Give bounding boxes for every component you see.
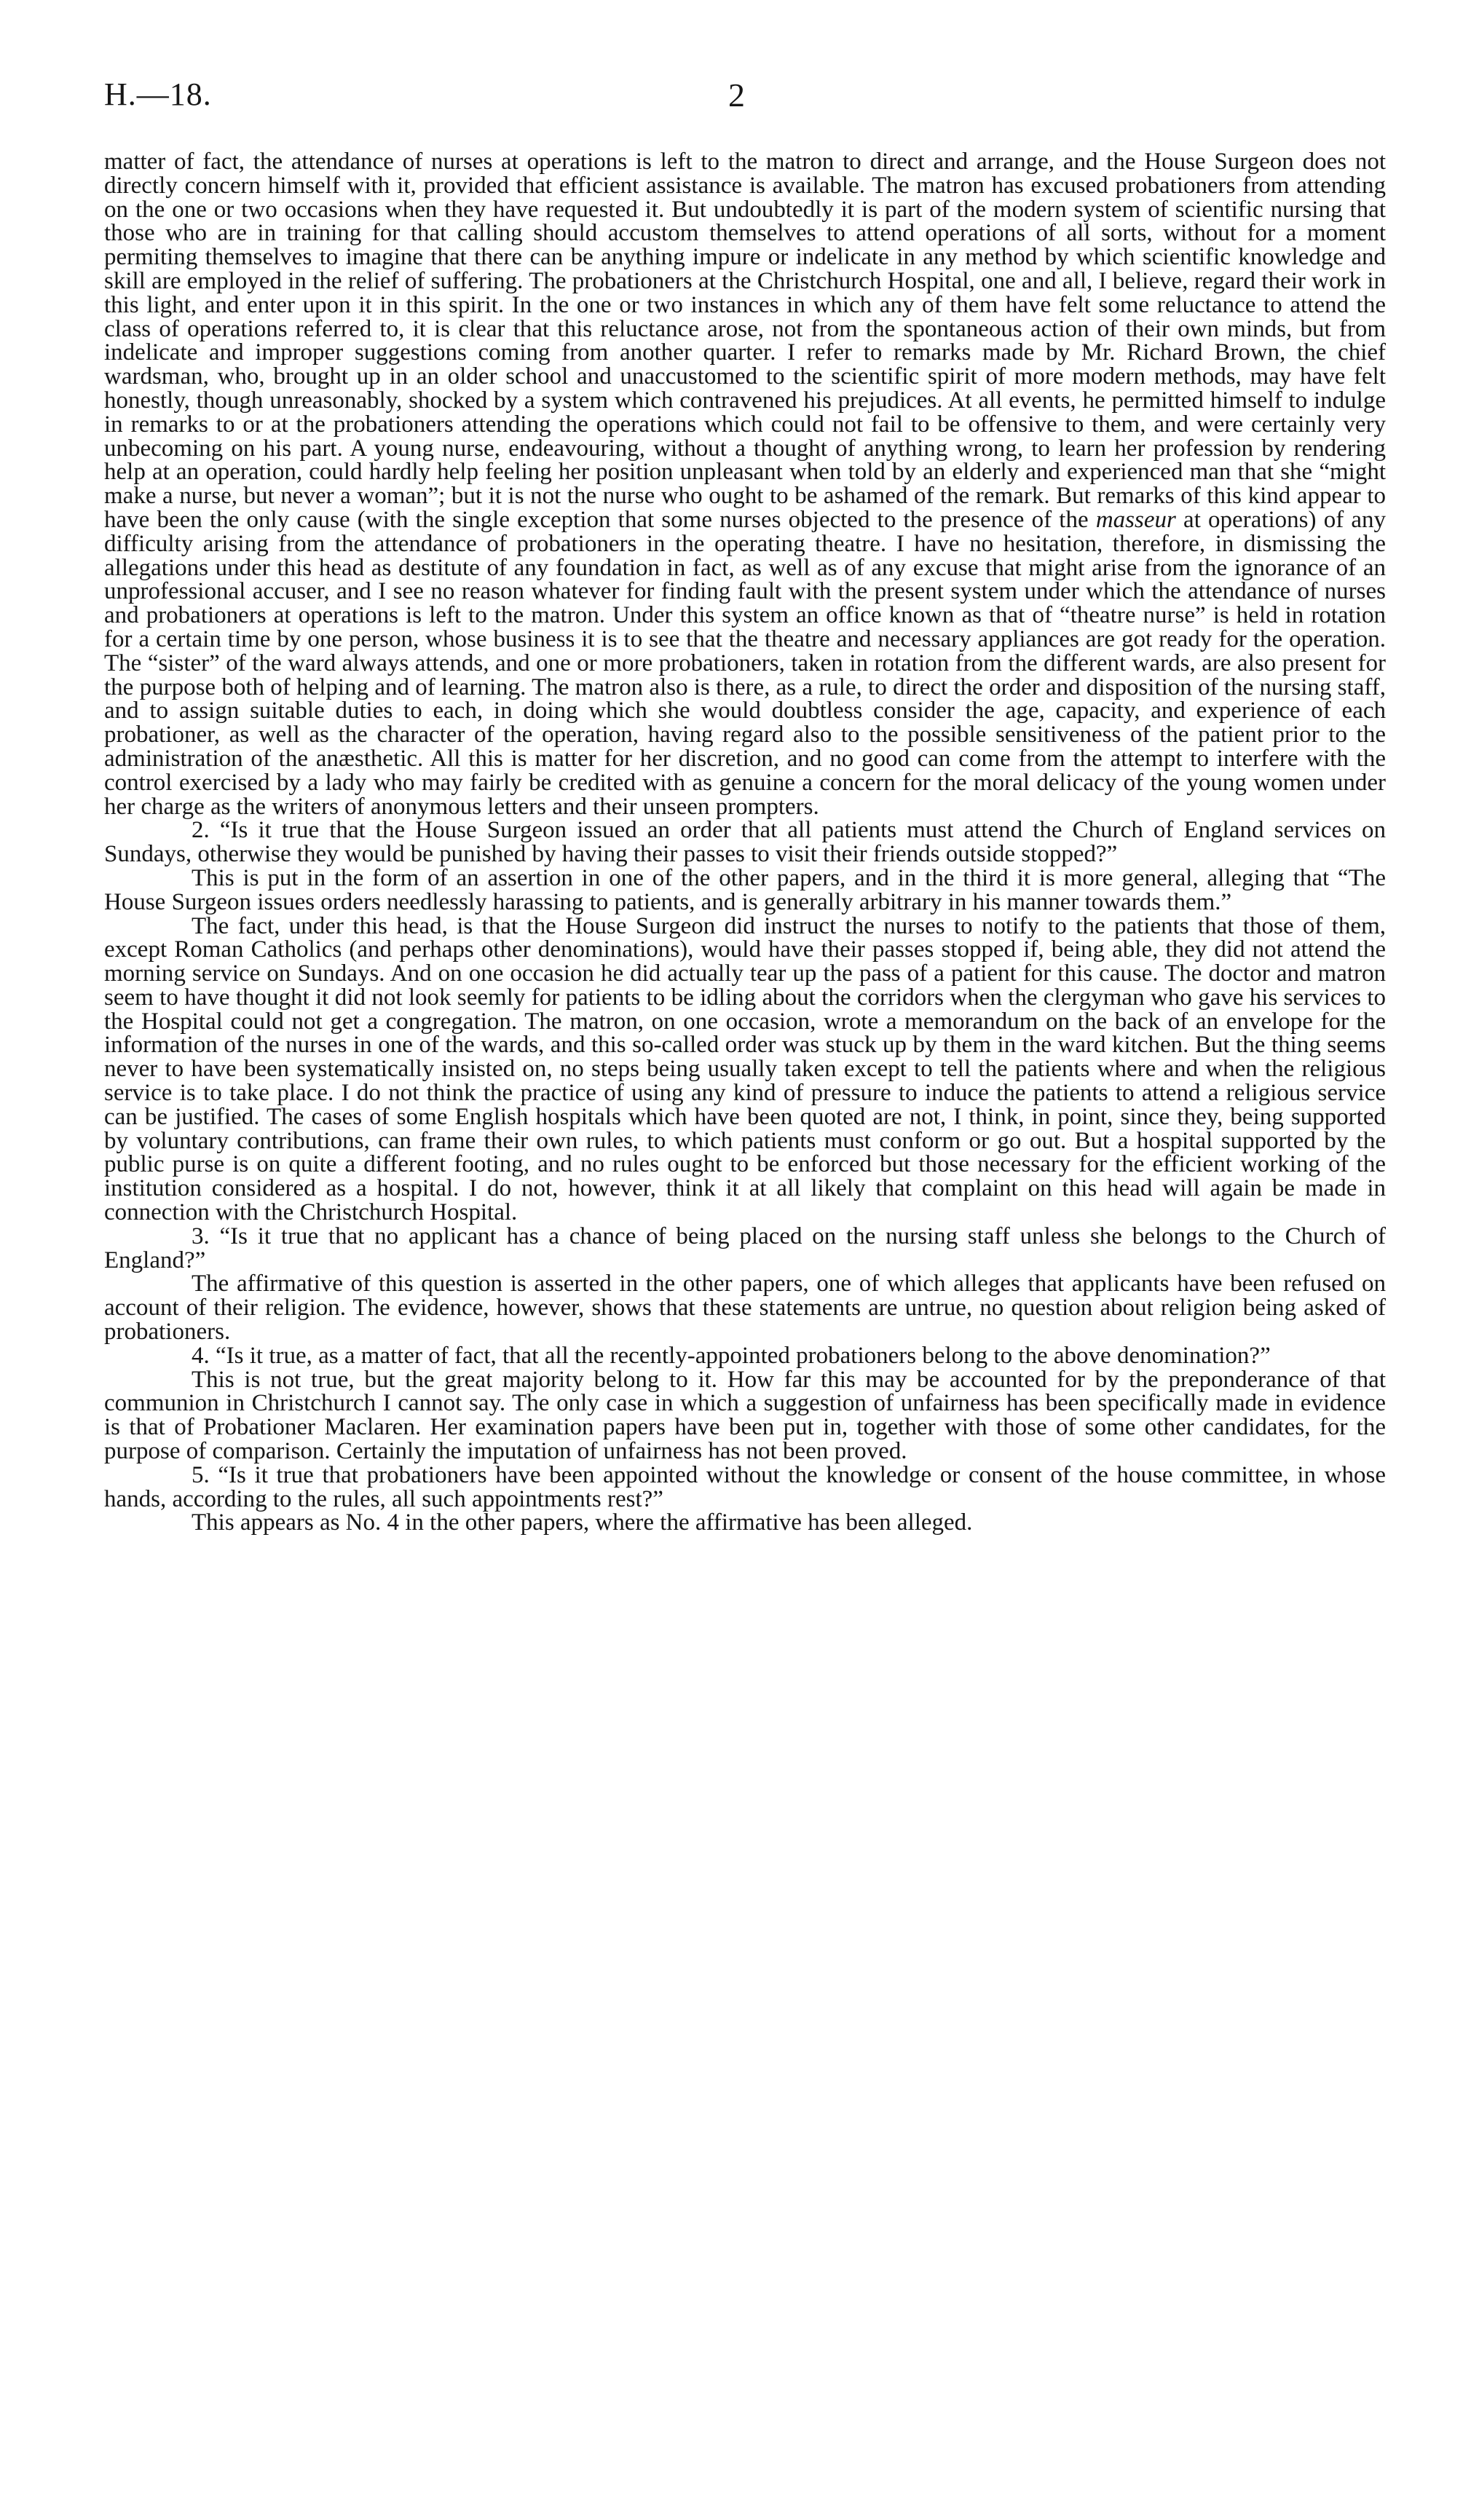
question-2: 2. “Is it true that the House Surgeon issued an order that all patients must attend the Church of England services on Sundays, otherwise they would be punished by having their passes to visit their friends outside stopped?”: [104, 817, 1386, 868]
paragraph-continuation: [104, 150, 1386, 818]
question-5: 5. “Is it true that probationers have been appointed without the knowledge or consent of the house committee, in whose hands, according to the rules, all such appointments rest?”: [104, 1461, 1386, 1512]
body-text: [104, 150, 1386, 1535]
paragraph: This appears as No. 4 in the other papers, where the affirmative has been alleged.: [192, 1509, 973, 1536]
question-4: 4. “Is it true, as a matter of fact, that all the recently-appointed probationers belong to the above denomination?”: [192, 1342, 1271, 1369]
paragraph-text: matter of fact, the attendance of nurses at operations is left to the matron to direct and arrange, and the House Surgeon does not directly concern himself with it, provided that efficient assistance is available. The matron has excused probationers from attending on the one or two occasions when they have requested it. But undoubtedly it is part of the modern system of scientific nursing that those who are in training for that calling should accustom themselves to attend operations of all sorts, without for a moment permiting themselves to imagine that there can be anything impure or indelicate in any method by which scientific knowledge and skill are employed in the relief of suffering. The probationers at the Christchurch Hospital, one and all, I believe, regard their work in this light, and enter upon it in this spirit. In the one or two instances in which any of them have felt some reluctance to attend the class of operations referred to, it is clear that this reluctance arose, not from the spontaneous action of their own minds, but from indelicate and improper suggestions coming from another quarter. I refer to remarks made by Mr. Richard Brown, the chief wardsman, who, brought up in an older school and unaccustomed to the scientific spirit of more modern methods, may have felt honestly, though unreasonably, shocked by a system which contravened his prejudices. At all events, he permitted himself to indulge in remarks to or at the probationers attending the operations which could not fail to be offensive to them, and were certainly very unbecoming on his part. A young nurse, endeavouring, without a thought of anything wrong, to learn her profession by rendering help at an operation, could hardly help feeling her position unpleasant when told by an elderly and experienced man that she “might make a nurse, but never a woman”; but it is not the nurse who ought to be ashamed of the remark. But remarks of this kind appear to have been the only cause (with the single exception that some nurses objected to the presence of the: [104, 149, 1386, 533]
paragraph-text: at operations) of any difficulty arising from the attendance of probationers in the operating theatre. I have no hesitation, therefore, in dismissing the allegations under this head as destitute of any foundation in fact, as well as of any excuse that might arise from the ignorance of an unprofessional accuser, and I see no reason whatever for finding fault with the present system under which the attendance of nurses and probationers at operations is left to the matron. Under this system an office known as that of “theatre nurse” is held in rotation for a certain time by one person, whose business it is to see that the theatre and necessary appliances are got ready for the operation. The “sister” of the ward always attends, and one or more probationers, taken in rotation from the different wards, are also present for the purpose both of helping and of learning. The matron also is there, as a rule, to direct the order and disposition of the nursing staff, and to assign suitable duties to each, in doing which she would doubtless consider the age, capacity, and experience of each probationer, as well as the character of the operation, having regard also to the possible sensitiveness of the patient prior to the administration of the anæsthetic. All this is matter for her discretion, and no good can come from the attempt to interfere with the control exercised by a lady who may fairly be credited with as genuine a concern for the moral delicacy of the young women under her charge as the writers of anonymous letters and their unseen prompters.: [104, 506, 1387, 820]
paragraph: The affirmative of this question is asserted in the other papers, one of which alleges that applicants have been refused on account of their religion. The evidence, however, shows that these statements are untrue, no question about religion being asked of probationers.: [104, 1271, 1386, 1346]
paragraph: This is put in the form of an assertion in one of the other papers, and in the third it is more general, alleging that “The House Surgeon issues orders needlessly harassing to patients, and is generally arbitrary in his manner towards them.”: [104, 864, 1386, 915]
question-3: 3. “Is it true that no applicant has a chance of being placed on the nursing staff unless she belongs to the Church of England?”: [104, 1223, 1386, 1273]
paragraph: The fact, under this head, is that the House Surgeon did instruct the nurses to notify to the patients that those of them, except Roman Catholics (and perhaps other denominations), would have their passes stopped if, being able, they did not attend the morning service on Sundays. And on one occasion he did actually tear up the pass of a patient for this cause. The doctor and matron seem to have thought it did not look seemly for patients to be idling about the corridors when the clergyman who gave his services to the Hospital could not get a congregation. The matron, on one occasion, wrote a memorandum on the back of an envelope for the information of the nurses in one of the wards, and this so-called order was stuck up by them in the ward kitchen. But the thing seems never to have been systematically insisted on, no steps being usually taken except to tell the patients where and when the religious service is to take place. I do not think the practice of using any kind of pressure to induce the patients to attend a religious service can be justified. The cases of some English hospitals which have been quoted are not, I think, in point, since they, being supported by voluntary contributions, can frame their own rules, to which patients must conform or go out. But a hospital supported by the public purse is on quite a different footing, and no rules ought to be enforced but those necessary for the efficient working of the institution considered as a hospital. I do not, however, think it at all likely that complaint on this head will again be made in connection with the Christchurch Hospital.: [104, 912, 1386, 1226]
page-header: [104, 73, 1386, 124]
page-number: 2: [728, 76, 745, 114]
document-reference: H.—18.: [104, 76, 212, 112]
paragraph: This is not true, but the great majority belong to it. How far this may be accounted for by the preponderance of that communion in Christchurch I cannot say. The only case in which a suggestion of unfairness has been specifically made in evidence is that of Probationer Maclaren. Her examination papers have been put in, together with those of some other candidates, for the purpose of comparison. Certainly the imputation of unfairness has not been proved.: [104, 1366, 1386, 1465]
italic-term: masseur: [1095, 506, 1176, 533]
